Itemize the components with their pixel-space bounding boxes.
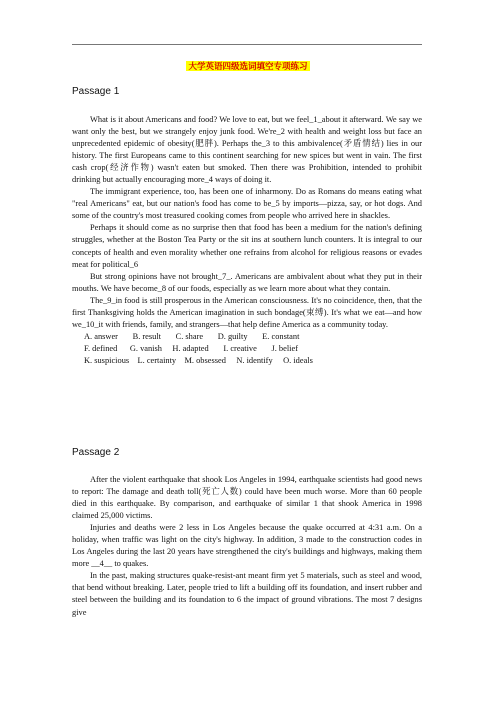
options-row: A. answer B. result C. share D. guilty E. constant xyxy=(84,331,300,341)
passage1-options xyxy=(72,331,422,367)
title-text: 大学英语四级选词填空专项练习 xyxy=(188,61,308,71)
passage1-paragraph-3: Perhaps it should come as no surprise then that food has been a medium for the nation's defining struggles, whether at the Boston Tea Party or the sit ins at southern lunch counters. It is integral to our concepts of health and even morality whether one refrains from alcohol for religious reasons or evades meat for political_6 xyxy=(72,223,422,269)
page-title xyxy=(0,60,496,72)
passage1-body xyxy=(72,114,422,367)
passage1-heading: Passage 1 xyxy=(72,86,120,97)
passage1-paragraph-1: What is it about Americans and food? We love to eat, but we feel_1_about it afterward. We say we want only the best, but we strangely enjoy junk food. We're_2 with health and weight loss but face an unprecedented epidemic of obesity(肥胖). Perhaps the_3 to this ambivalence(矛盾情结) lies in our history. The first Europeans came to this continent searching for new spices but went in vain. The first cash crop(经济作物) wasn't eaten but smoked. Then there was Prohibition, intended to prohibit drinking but actually encouraging more_4 ways of doing it. xyxy=(72,115,422,185)
passage2-paragraph-3: In the past, making structures quake-resist-ant meant firm yet 5 materials, such as steel and wood, that bend without breaking. Later, people tried to lift a building off its foundation, and insert rubber and steel between the building and its foundation to 6 the impact of ground vibrations. The most 7 designs give xyxy=(72,571,422,617)
passage1-paragraph-5: The_9_in food is still prosperous in the American consciousness. It's no coincidence, then, that the first Thanksgiving holds the American imagination in such bondage(束缚). It's what we eat—and how we_10_it with friends, family, and strangers—that help define America as a community today. xyxy=(72,295,422,329)
passage1-paragraph-2: The immigrant experience, too, has been one of inharmony. Do as Romans do means eating what "real Americans" eat, but our nation's food has come to be_5 by imports—pizza, say, or hot dogs. And some of the country's most treasured cooking comes from people who arrived here in shackles. xyxy=(72,187,422,221)
passage1-paragraph-4: But strong opinions have not brought_7_. Americans are ambivalent about what they put in their mouths. We have become_8 of our foods, especially as we learn more about what they contain. xyxy=(72,271,422,293)
passage2-paragraph-1: After the violent earthquake that shook Los Angeles in 1994, earthquake scientists had good news to report: The damage and death toll(死亡人数) could have been much worse. More than 60 people died in this earthquake. By comparison, and earthquake of similar 1 that shook America in 1998 claimed 25,000 victims. xyxy=(72,475,422,521)
passage2-heading: Passage 2 xyxy=(72,447,120,458)
passage2-body xyxy=(72,474,422,619)
passage2-paragraph-2: Injuries and deaths were 2 less in Los Angeles because the quake occurred at 4:31 a.m. On a holiday, when traffic was light on the city's highway. In addition, 3 made to the construction codes in Los Angeles during the last 20 years have strengthened the city's buildings and highways, making them more __4__ to quakes. xyxy=(72,523,422,569)
header-rule xyxy=(72,44,422,45)
options-row: K. suspicious L. certainty M. obsessed N. identify O. ideals xyxy=(84,355,313,365)
options-row: F. defined G. vanish H. adapted I. creative J. belief xyxy=(84,343,298,353)
